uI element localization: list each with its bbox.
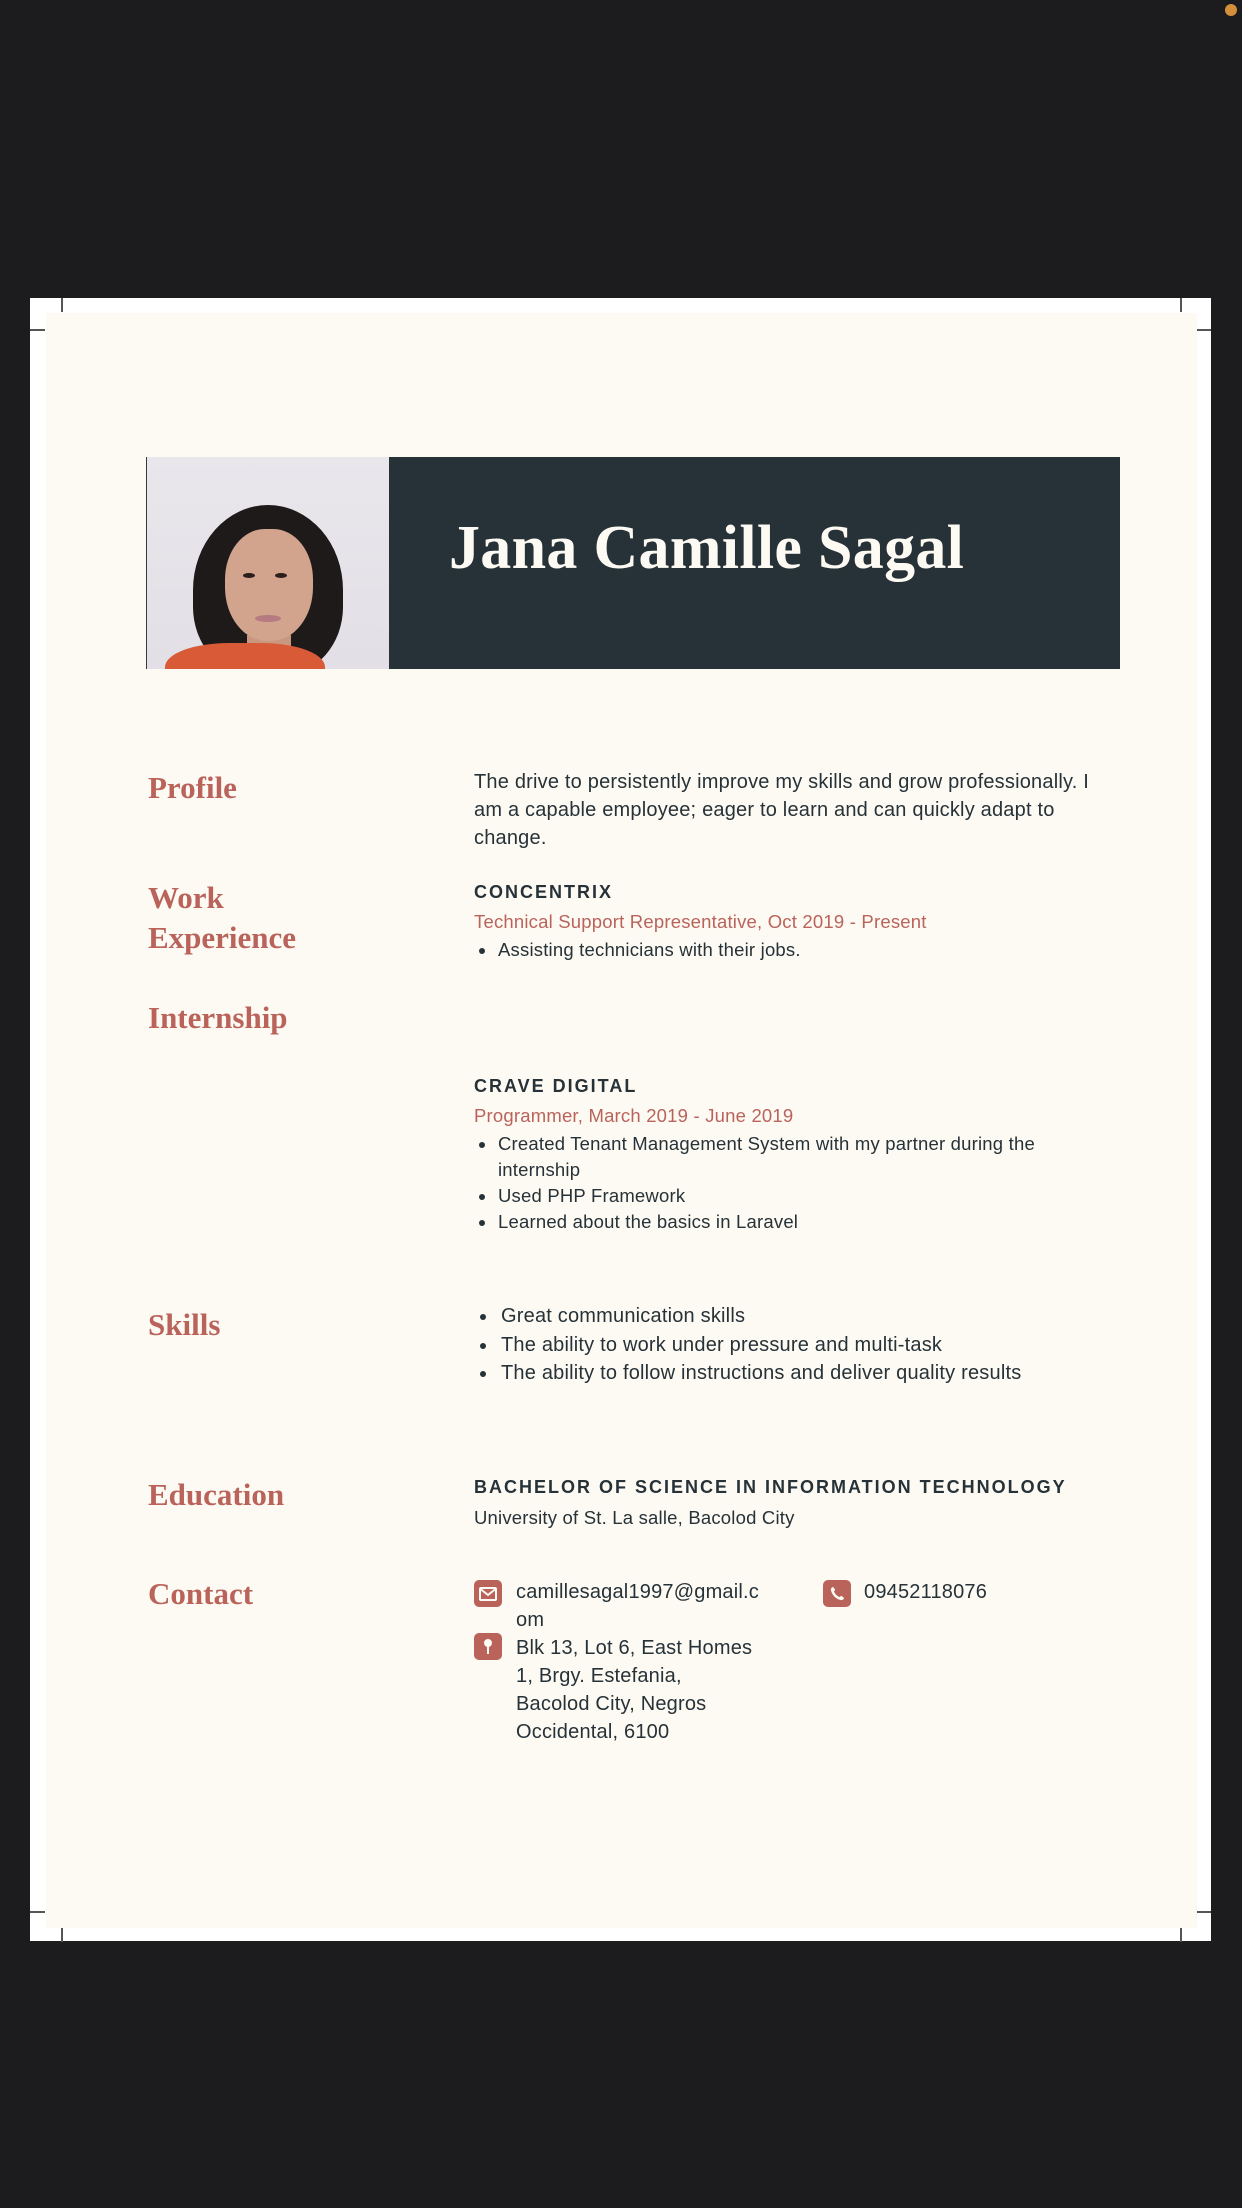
- section-heading-work-experience: Work Experience: [148, 880, 297, 955]
- email-address[interactable]: camillesagal1997@gmail.c om: [516, 1581, 759, 1631]
- list-item: The ability to work under pressure and multi-task: [476, 1331, 1156, 1360]
- section-heading-profile: Profile: [148, 770, 237, 805]
- envelope-icon: [474, 1580, 502, 1607]
- crop-mark: [61, 1928, 63, 1942]
- list-item: Used PHP Framework: [474, 1183, 1104, 1209]
- profile-text: The drive to persistently improve my skills and grow professionally. I am a capable employee; eager to learn and can quickly adapt to change.: [474, 771, 1089, 849]
- company-name: CONCENTRIX: [474, 882, 614, 902]
- list-item: Created Tenant Management System with my partner during the internship: [474, 1131, 1104, 1183]
- status-indicator-dot: [1225, 4, 1237, 16]
- job-role: Programmer, March 2019 - June 2019: [474, 1105, 794, 1126]
- phone-icon: [823, 1580, 851, 1607]
- school-name: University of St. La salle, Bacolod City: [474, 1507, 795, 1528]
- candidate-name: Jana Camille Sagal: [449, 514, 965, 582]
- list-item: The ability to follow instructions and deliver quality results: [476, 1359, 1156, 1388]
- map-pin-icon: [474, 1633, 502, 1660]
- profile-photo: [146, 457, 389, 669]
- crop-mark: [30, 1911, 45, 1913]
- company-name: CRAVE DIGITAL: [474, 1076, 638, 1096]
- crop-mark: [61, 298, 63, 312]
- work-bullets: [474, 937, 1114, 963]
- section-heading-contact: Contact: [148, 1576, 254, 1611]
- section-heading-education: Education: [148, 1477, 285, 1512]
- section-heading-skills: Skills: [148, 1307, 221, 1342]
- resume-page: [46, 313, 1197, 1928]
- phone-number[interactable]: 09452118076: [864, 1581, 988, 1603]
- section-heading-internship: Internship: [148, 1000, 288, 1035]
- crop-mark: [1196, 1911, 1211, 1913]
- crop-mark: [1196, 329, 1211, 331]
- name-banner: [389, 457, 1120, 669]
- list-item: Great communication skills: [476, 1302, 1156, 1331]
- resume-header: [146, 457, 1120, 669]
- job-role: Technical Support Representative, Oct 2019 - Present: [474, 911, 927, 932]
- address: Blk 13, Lot 6, East Homes 1, Brgy. Estefania, Bacolod City, Negros Occidental, 6100: [516, 1637, 753, 1743]
- internship-bullets: [474, 1131, 1104, 1235]
- list-item: Learned about the basics in Laravel: [474, 1209, 1104, 1235]
- resume-sheet: [30, 298, 1211, 1941]
- crop-mark: [30, 329, 45, 331]
- list-item: Assisting technicians with their jobs.: [474, 937, 1114, 963]
- crop-mark: [1180, 298, 1182, 312]
- crop-mark: [1180, 1928, 1182, 1942]
- skills-list: [476, 1302, 1156, 1388]
- degree-title: BACHELOR OF SCIENCE IN INFORMATION TECHNOLOGY: [474, 1477, 1067, 1497]
